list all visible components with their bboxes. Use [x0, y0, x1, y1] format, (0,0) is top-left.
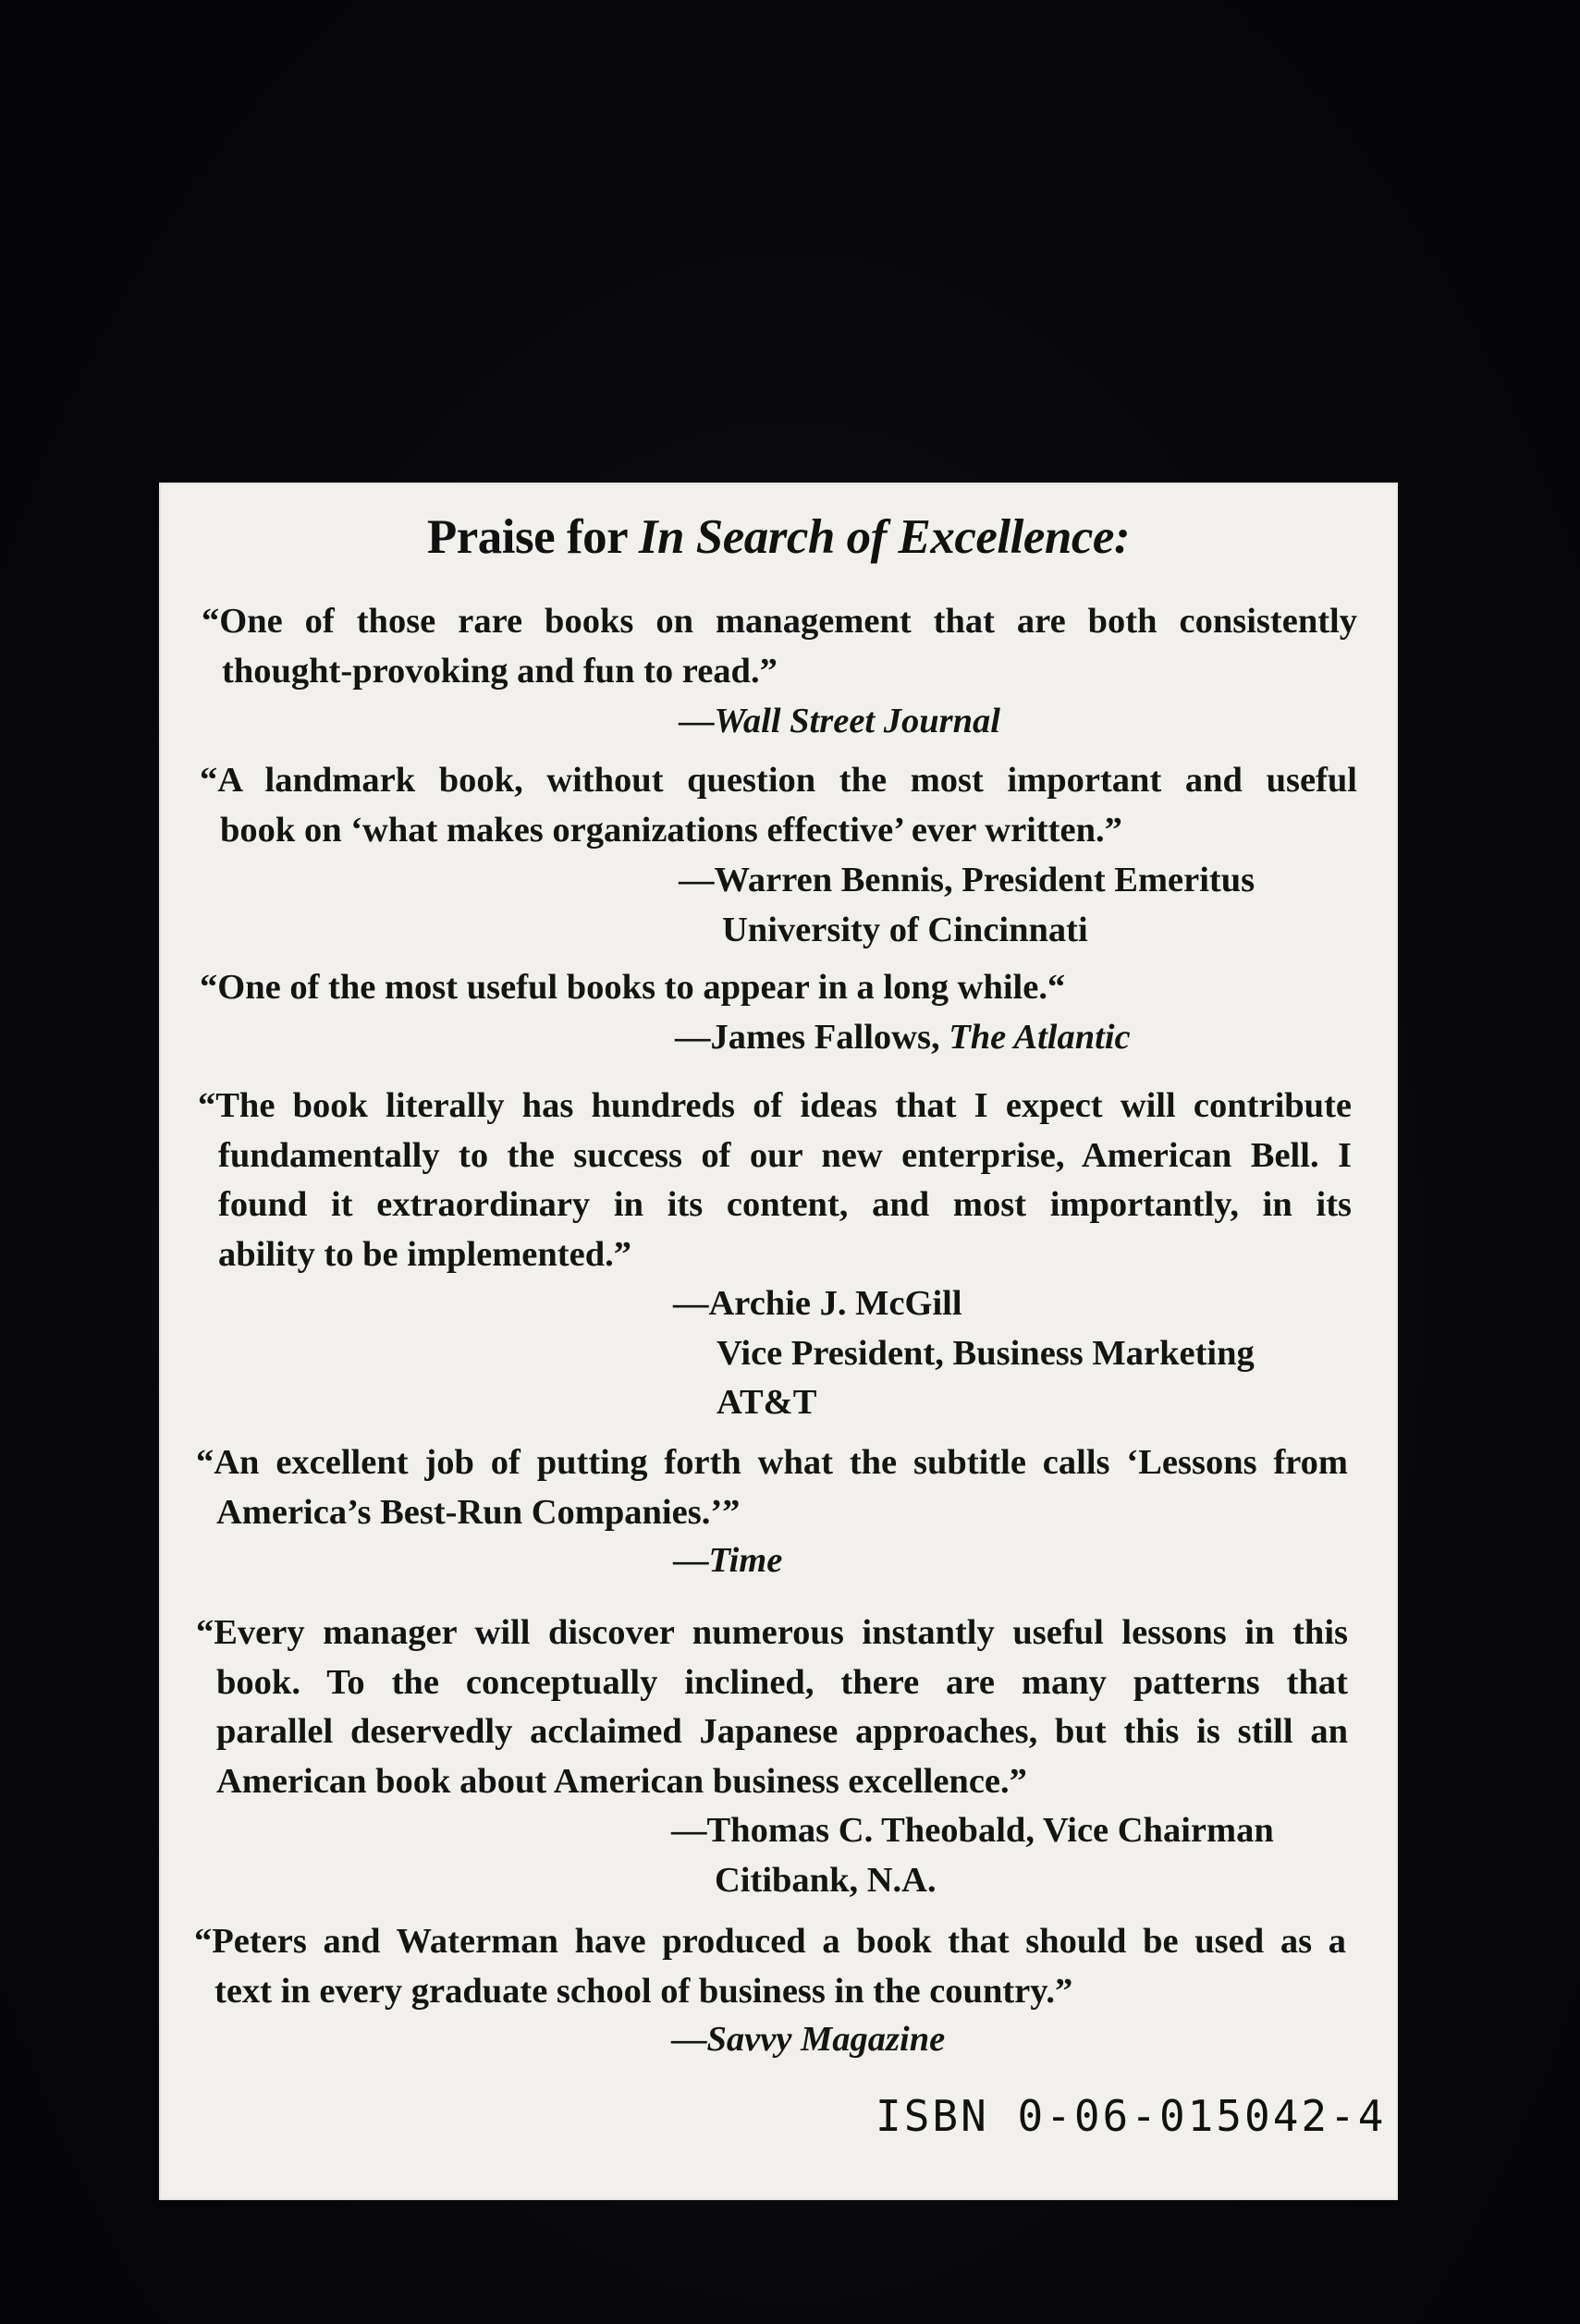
quote-line: “The book literally has hundreds of ideas that I expect will contribute [198, 1086, 1352, 1125]
attribution-affiliation: Citibank, N.A. [715, 1860, 937, 1900]
attribution-bennis [679, 856, 1255, 955]
quote-line: fundamentally to the success of our new enterprise, American Bell. I [218, 1135, 1352, 1175]
attribution-source: The Atlantic [949, 1018, 1131, 1057]
attribution-name: —Warren Bennis, President Emeritus [679, 861, 1255, 899]
quote-line: “One of those rare books on management that are both consistently [202, 602, 1357, 641]
attribution-theobald [671, 1806, 1274, 1905]
quote-theobald [196, 1608, 1348, 1806]
attribution-dash: — [679, 702, 715, 740]
attribution-affiliation: University of Cincinnati [722, 910, 1088, 949]
attribution-source: Time [708, 1541, 783, 1580]
attribution-source: Savvy Magazine [706, 2020, 946, 2059]
quote-line: “Every manager will discover numerous instantly useful lessons in this [196, 1613, 1348, 1652]
quote-bennis [200, 756, 1357, 855]
praise-heading [159, 508, 1398, 568]
quote-mcgill [198, 1082, 1352, 1279]
attribution-name: —James Fallows, [675, 1018, 949, 1057]
attribution-name: —Archie J. McGill [673, 1284, 962, 1323]
quote-line: book. To the conceptually inclined, there are many patterns that [216, 1662, 1348, 1702]
quote-time [196, 1438, 1348, 1537]
attribution-fallows [675, 1013, 1131, 1063]
praise-heading-prefix: Praise for [426, 510, 639, 564]
praise-panel [159, 483, 1398, 2200]
attribution-mcgill [673, 1279, 1255, 1428]
quote-line: “A landmark book, without question the most important and useful [200, 761, 1357, 800]
quote-wsj [202, 597, 1357, 696]
attribution-wsj [679, 697, 1000, 747]
attribution-dash: — [671, 2020, 707, 2059]
attribution-title: Vice President, Business Marketing [717, 1333, 1255, 1373]
quote-line: found it extraordinary in its content, and most importantly, in its [218, 1185, 1352, 1224]
book-title: In Search of Excellence: [638, 510, 1131, 564]
attribution-name: —Thomas C. Theobald, Vice Chairman [671, 1811, 1274, 1850]
attribution-savvy [671, 2015, 945, 2065]
quote-line: American book about American business excellence.” [216, 1761, 1027, 1801]
quote-line: thought-provoking and fun to read.” [222, 651, 778, 691]
quote-fallows [200, 963, 1357, 1013]
quote-line: book on ‘what makes organizations effective’ ever written.” [220, 810, 1122, 850]
quote-line: parallel deservedly acclaimed Japanese approaches, but this is still an [216, 1712, 1348, 1751]
quote-line: “An excellent job of putting forth what the subtitle calls ‘Lessons from [196, 1443, 1348, 1482]
quote-savvy [194, 1917, 1346, 2016]
attribution-time [673, 1536, 782, 1586]
quote-line: text in every graduate school of business in the country.” [214, 1971, 1073, 2011]
quote-line: “Peters and Waterman have produced a book that should be used as a [194, 1922, 1346, 1961]
attribution-dash: — [673, 1541, 709, 1580]
attribution-source: Wall Street Journal [714, 702, 1000, 740]
quote-line: ability to be implemented.” [218, 1234, 631, 1274]
quote-line: America’s Best-Run Companies.’” [216, 1492, 741, 1532]
attribution-company: AT&T [717, 1383, 817, 1422]
quote-line: “One of the most useful books to appear in a long while.“ [200, 968, 1066, 1007]
isbn-number: ISBN 0-06-015042-4 [876, 2091, 1387, 2141]
